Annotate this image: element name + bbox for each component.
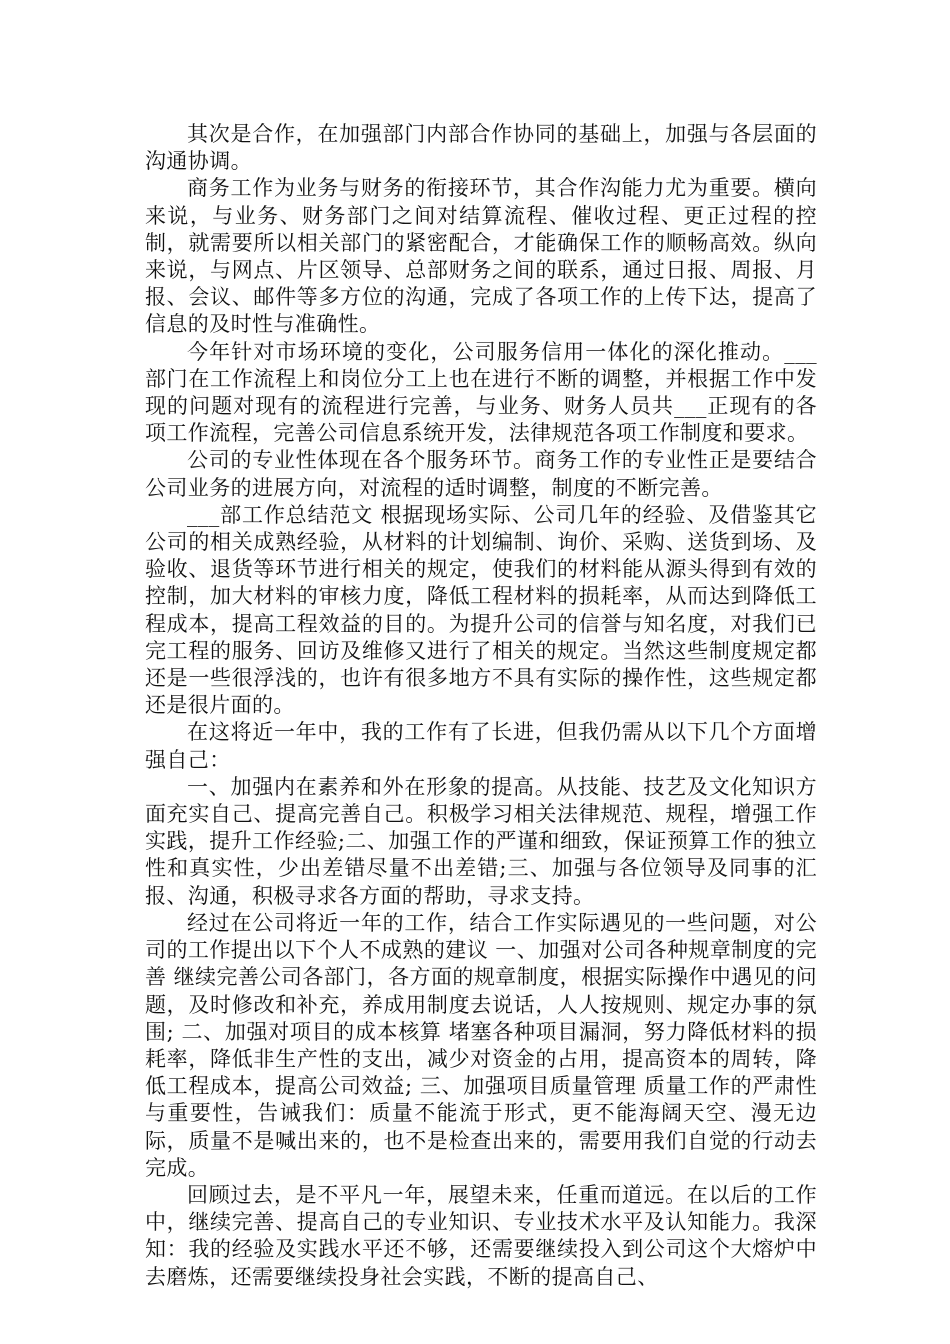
paragraph-self-improvement-intro: 在这将近一年中，我的工作有了长进，但我仍需从以下几个方面增强自己： [145, 720, 817, 772]
paragraph-business-communication: 商务工作为业务与财务的衔接环节，其合作沟能力尤为重要。横向来说，与业务、财务部门之间对结算流程、催收过程、更正过程的控制，就需要所以相关部门的紧密配合，才能确保工作的顺畅高效。纵向来说，与网点、片区领导、总部财务之间的联系，通过日报、周报、月报、会议、邮件等多方位的沟通，完成了各项工作的上传下达，提高了信息的及时性与准确性。 [145, 176, 817, 337]
paragraph-cooperation: 其次是合作，在加强部门内部合作协同的基础上，加强与各层面的沟通协调。 [145, 122, 817, 174]
paragraph-professionalism: 公司的专业性体现在各个服务环节。商务工作的专业性正是要结合公司业务的进展方向，对流程的适时调整，制度的不断完善。 [145, 448, 817, 500]
paragraph-suggestions: 经过在公司将近一年的工作，结合工作实际遇见的一些问题，对公司的工作提出以下个人不成熟的建议 一、加强对公司各种规章制度的完善 继续完善公司各部门，各方面的规章制度，根据实际操作中遇见的问题，及时修改和补充，养成用制度去说话，人人按规则、规定办事的氛围; 二、加强对项目的成本核算 堵塞各种项目漏洞，努力降低材料的损耗率，降低非生产性的支出，减少对资金的占用，提高资本的周转，降低工程成本，提高公司效益; 三、加强项目质量管理 质量工作的严肃性与重要性，告诫我们：质量不能流于形式，更不能海阔天空、漫无边际，质量不是喊出来的，也不是检查出来的，需要用我们自觉的行动去完成。 [145, 910, 817, 1180]
paragraph-market-change: 今年针对市场环境的变化，公司服务信用一体化的深化推动。___部门在工作流程上和岗位分工上也在进行不断的调整，并根据工作中发现的问题对现有的流程进行完善，与业务、财务人员共___正现有的各项工作流程，完善公司信息系统开发，法律规范各项工作制度和要求。 [145, 339, 817, 446]
paragraph-improvement-points: 一、加强内在素养和外在形象的提高。从技能、技艺及文化知识方面充实自己、提高完善自己。积极学习相关法律规范、规程，增强工作实践，提升工作经验;二、加强工作的严谨和细致，保证预算工作的独立性和真实性，少出差错尽量不出差错;三、加强与各位领导及同事的汇报、沟通，积极寻求各方面的帮助，寻求支持。 [145, 774, 817, 908]
document-body [145, 121, 817, 1291]
paragraph-work-summary: ___部工作总结范文 根据现场实际、公司几年的经验、及借鉴其它公司的相关成熟经验，从材料的计划编制、询价、采购、送货到场、及验收、退货等环节进行相关的规定，使我们的材料能从源头得到有效的控制，加大材料的审核力度，降低工程材料的损耗率，从而达到降低工程成本，提高工程效益的目的。为提升公司的信誉与知名度，对我们已完工程的服务、回访及维修又进行了相关的规定。当然这些制度规定都还是一些很浮浅的，也许有很多地方不具有实际的操作性，这些规定都还是很片面的。 [145, 502, 817, 718]
paragraph-review-outlook: 回顾过去，是不平凡一年，展望未来，任重而道远。在以后的工作中，继续完善、提高自己的专业知识、专业技术水平及认知能力。我深知：我的经验及实践水平还不够，还需要继续投入到公司这个大熔炉中去磨炼，还需要继续投身社会实践，不断的提高自己、 [145, 1182, 817, 1289]
